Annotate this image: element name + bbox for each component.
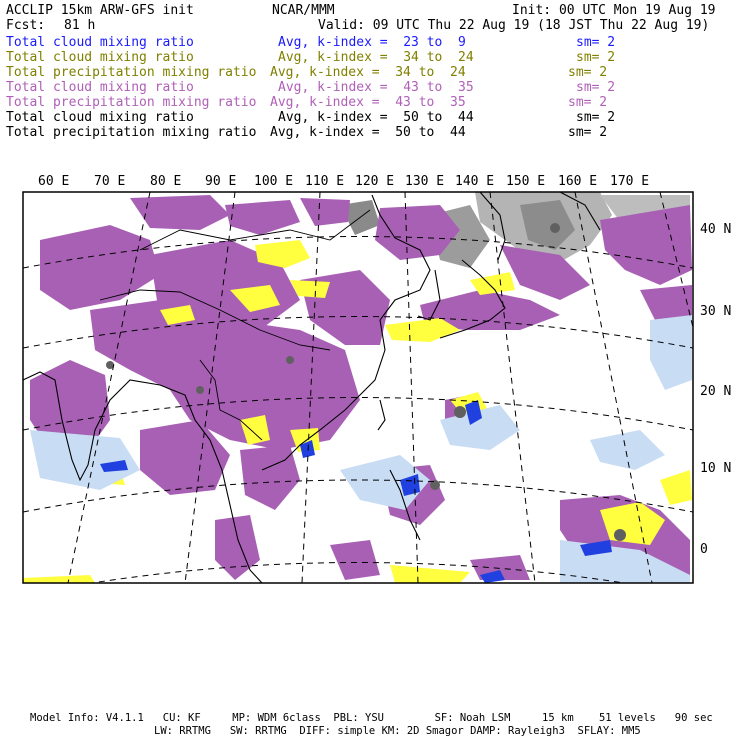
legend-avg: Avg, k-index = 50 to 44 <box>270 125 466 140</box>
legend-field: Total precipitation mixing ratio <box>6 95 257 110</box>
legend-field: Total cloud mixing ratio <box>6 80 194 95</box>
lon-label: 120 E <box>355 174 395 189</box>
legend-field: Total precipitation mixing ratio <box>6 125 257 140</box>
lon-label: 110 E <box>305 174 345 189</box>
legend-avg: Avg, k-index = 43 to 35 <box>270 95 466 110</box>
init-time: Init: 00 UTC Mon 19 Aug 19 <box>512 3 716 18</box>
typhoon-core <box>454 406 466 418</box>
legend-avg: Avg, k-index = 34 to 24 <box>278 50 474 65</box>
model-info-line2: LW: RRTMG SW: RRTMG DIFF: simple KM: 2D Smagor DAMP: Rayleigh3 SFLAY: MM5 <box>154 725 641 737</box>
lon-label: 140 E <box>455 174 495 189</box>
legend-sm: sm= 2 <box>576 50 616 65</box>
legend-avg: Avg, k-index = 23 to 9 <box>278 35 466 50</box>
convective-core <box>614 529 626 541</box>
legend-field: Total precipitation mixing ratio <box>6 65 257 80</box>
lat-label: 0 <box>700 542 708 557</box>
lon-label: 160 E <box>558 174 598 189</box>
lon-label: 80 E <box>150 174 182 189</box>
legend-sm: sm= 2 <box>576 35 616 50</box>
longitude-labels <box>38 174 649 189</box>
legend-sm: sm= 2 <box>568 65 608 80</box>
legend-avg: Avg, k-index = 43 to 35 <box>278 80 474 95</box>
center-label: NCAR/MMM <box>272 3 335 18</box>
forecast-label: Fcst: <box>6 18 46 33</box>
legend-avg: Avg, k-index = 50 to 44 <box>278 110 474 125</box>
legend-sm: sm= 2 <box>568 95 608 110</box>
legend-field: Total cloud mixing ratio <box>6 35 194 50</box>
lat-label: 30 N <box>700 304 732 319</box>
lon-label: 60 E <box>38 174 70 189</box>
legend-avg: Avg, k-index = 34 to 24 <box>270 65 466 80</box>
convective-core <box>550 223 560 233</box>
lon-label: 100 E <box>254 174 294 189</box>
convective-core <box>196 386 204 394</box>
legend-field: Total cloud mixing ratio <box>6 110 194 125</box>
lat-label: 40 N <box>700 222 732 237</box>
lat-label: 20 N <box>700 384 732 399</box>
legend-sm: sm= 2 <box>576 110 616 125</box>
lon-label: 150 E <box>506 174 546 189</box>
lon-label: 70 E <box>94 174 126 189</box>
valid-time: Valid: 09 UTC Thu 22 Aug 19 (18 JST Thu 22 Aug 19) <box>318 18 710 33</box>
model-info-line1: Model Info: V4.1.1 CU: KF MP: WDM 6class PBL: YSU SF: Noah LSM 15 km 51 levels 90 sec <box>30 712 713 724</box>
lon-label: 170 E <box>610 174 650 189</box>
convective-core <box>286 356 294 364</box>
legend-sm: sm= 2 <box>568 125 608 140</box>
lat-label: 10 N <box>700 461 732 476</box>
plot-title: ACCLIP 15km ARW-GFS init <box>6 3 194 18</box>
forecast-hour: 81 h <box>64 18 96 33</box>
lon-label: 90 E <box>205 174 237 189</box>
latitude-labels <box>700 222 731 557</box>
legend-field: Total cloud mixing ratio <box>6 50 194 65</box>
legend-sm: sm= 2 <box>576 80 616 95</box>
map-fields <box>23 192 740 595</box>
lon-label: 130 E <box>405 174 445 189</box>
